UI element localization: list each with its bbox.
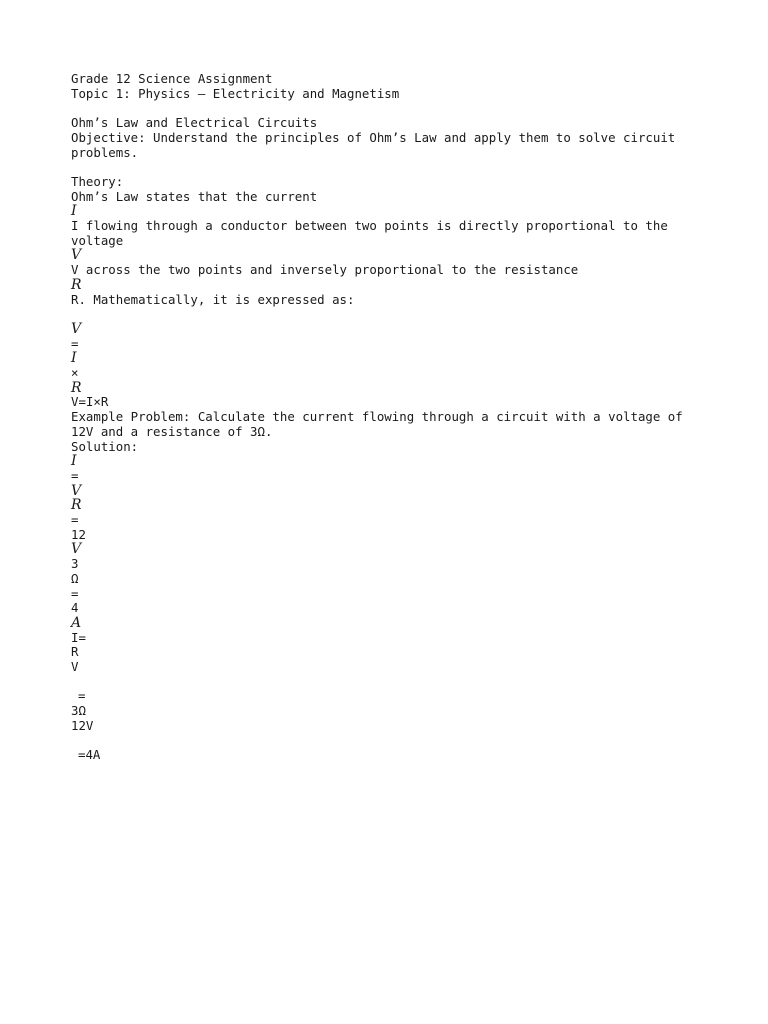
- formula-token: V: [71, 320, 82, 337]
- theory-resistance-text: R. Mathematically, it is expressed as:: [71, 291, 355, 307]
- formula-plain: V=I×R: [71, 394, 109, 410]
- topic-line: Topic 1: Physics – Electricity and Magnetism: [71, 85, 400, 101]
- solution-token: A: [71, 614, 82, 631]
- math-symbol-i: I: [71, 203, 77, 220]
- solution-token: V: [71, 482, 82, 499]
- objective-text: Objective: Understand the principles of Ohm’s Law and apply them to solve circuit problems.: [71, 129, 683, 160]
- solution-plain-numerator: 12V: [71, 717, 94, 733]
- document-page: [71, 72, 711, 763]
- spacer: [71, 734, 711, 749]
- theory-intro: Ohm’s Law states that the current: [71, 188, 318, 204]
- spacer: [71, 160, 711, 175]
- solution-token: 12: [71, 526, 86, 542]
- solution-plain-line: R: [71, 644, 79, 660]
- section-heading: Ohm’s Law and Electrical Circuits: [71, 115, 318, 131]
- solution-plain-equals: =: [78, 688, 86, 704]
- solution-plain-denominator: 3Ω: [71, 703, 86, 719]
- solution-token: Ω: [71, 570, 79, 586]
- spacer: [71, 675, 711, 690]
- solution-plain-line: V: [71, 659, 79, 675]
- formula-token: =: [71, 335, 79, 351]
- theory-label: Theory:: [71, 173, 124, 189]
- solution-token: =: [71, 585, 79, 601]
- solution-token: V: [71, 541, 82, 558]
- solution-token: =: [71, 467, 79, 483]
- theory-voltage-text: V across the two points and inversely proportional to the resistance: [71, 262, 579, 278]
- example-problem: Example Problem: Calculate the current flowing through a circuit with a voltage of 12V and a resistance of 3Ω.: [71, 409, 691, 439]
- spacer: [71, 307, 711, 322]
- solution-plain-line: I=: [71, 629, 86, 645]
- formula-token: ×: [71, 365, 79, 381]
- solution-token: I: [71, 453, 77, 470]
- math-symbol-r: R: [71, 276, 82, 293]
- solution-token: 4: [71, 600, 79, 616]
- formula-token: I: [71, 350, 77, 367]
- assignment-title: Grade 12 Science Assignment: [71, 71, 273, 86]
- solution-token: R: [71, 497, 82, 514]
- solution-token: =: [71, 512, 79, 528]
- solution-label: Solution:: [71, 438, 139, 454]
- solution-token: 3: [71, 556, 79, 572]
- solution-plain-result: =4A: [78, 747, 101, 763]
- formula-token: R: [71, 379, 82, 396]
- spacer: [71, 101, 711, 116]
- theory-current-text: I flowing through a conductor between two points is directly proportional to the voltage: [71, 218, 676, 248]
- math-symbol-v: V: [71, 247, 82, 264]
